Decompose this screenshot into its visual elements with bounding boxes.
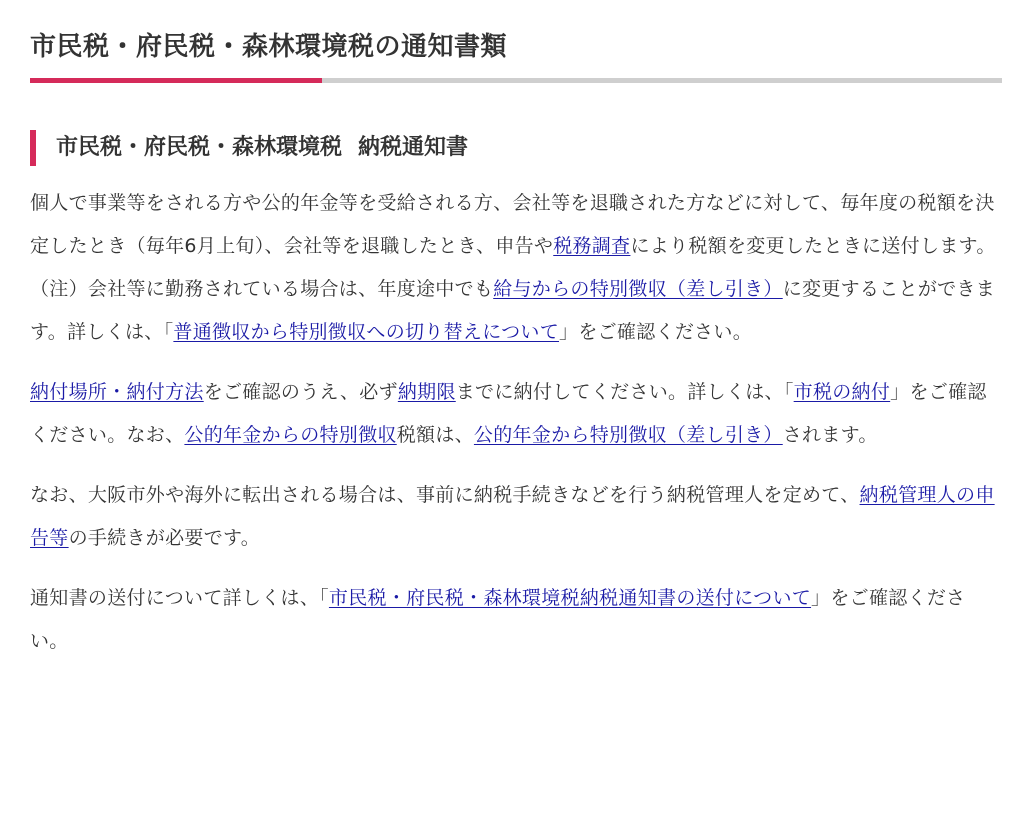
text: 」をご確認ください。: [30, 587, 966, 652]
tax-survey-link[interactable]: 税務調査: [553, 235, 631, 257]
notice-delivery-link[interactable]: 市民税・府民税・森林環境税納税通知書の送付について: [328, 587, 812, 609]
text: 」をご確認ください。: [559, 321, 753, 343]
city-tax-payment-link[interactable]: 市税の納付: [793, 381, 891, 403]
paragraph-notice-description: [30, 182, 1002, 354]
text: の手続きが必要です。: [68, 527, 261, 549]
text: されます。: [782, 424, 878, 446]
section-heading: [30, 130, 1002, 166]
text: に変更することができます。詳しくは、「: [30, 278, 996, 343]
text: により税額を変更したときに送付します。: [630, 235, 996, 257]
section-heading-sub: 納税通知書: [358, 135, 469, 160]
page-content: [30, 0, 1002, 663]
text: までに納付してください。詳しくは、「: [455, 381, 794, 403]
section-heading-main: 市民税・府民税・森林環境税: [56, 135, 343, 160]
page-title: 市民税・府民税・森林環境税の通知書類: [30, 32, 508, 62]
paragraph-tax-administrator: [30, 474, 1002, 560]
text: 通知書の送付について詳しくは、「: [30, 587, 329, 609]
tax-administrator-declaration-link[interactable]: 納税管理人の申告等: [30, 484, 995, 549]
collection-switch-link[interactable]: 普通徴収から特別徴収への切り替えについて: [173, 321, 560, 343]
pension-special-collection-link[interactable]: 公的年金からの特別徴収: [184, 424, 397, 446]
text: 」をご確認ください。なお、: [30, 381, 987, 446]
text: をご確認のうえ、必ず: [203, 381, 398, 403]
text: 個人で事業等をされる方や公的年金等を受給される方、会社等を退職された方などに対して、毎年度の税額を決定したとき（毎年6月上旬）、会社等を退職したとき、申告や: [30, 192, 995, 257]
pension-deduction-link[interactable]: 公的年金から特別徴収（差し引き）: [473, 424, 783, 446]
text: 税額は、: [396, 424, 474, 446]
text: なお、大阪市外や海外に転出される場合は、事前に納税手続きなどを行う納税管理人を定めて、: [30, 484, 860, 506]
paragraph-payment: [30, 371, 1002, 457]
payment-place-method-link[interactable]: 納付場所・納付方法: [30, 381, 204, 403]
title-underline: [30, 78, 1002, 83]
text: （注）会社等に勤務されている場合は、年度途中でも: [30, 278, 494, 300]
salary-special-collection-link[interactable]: 給与からの特別徴収（差し引き）: [493, 278, 783, 300]
paragraph-notice-delivery: [30, 577, 1002, 663]
payment-deadline-link[interactable]: 納期限: [397, 381, 456, 403]
title-underline-accent: [30, 78, 322, 83]
